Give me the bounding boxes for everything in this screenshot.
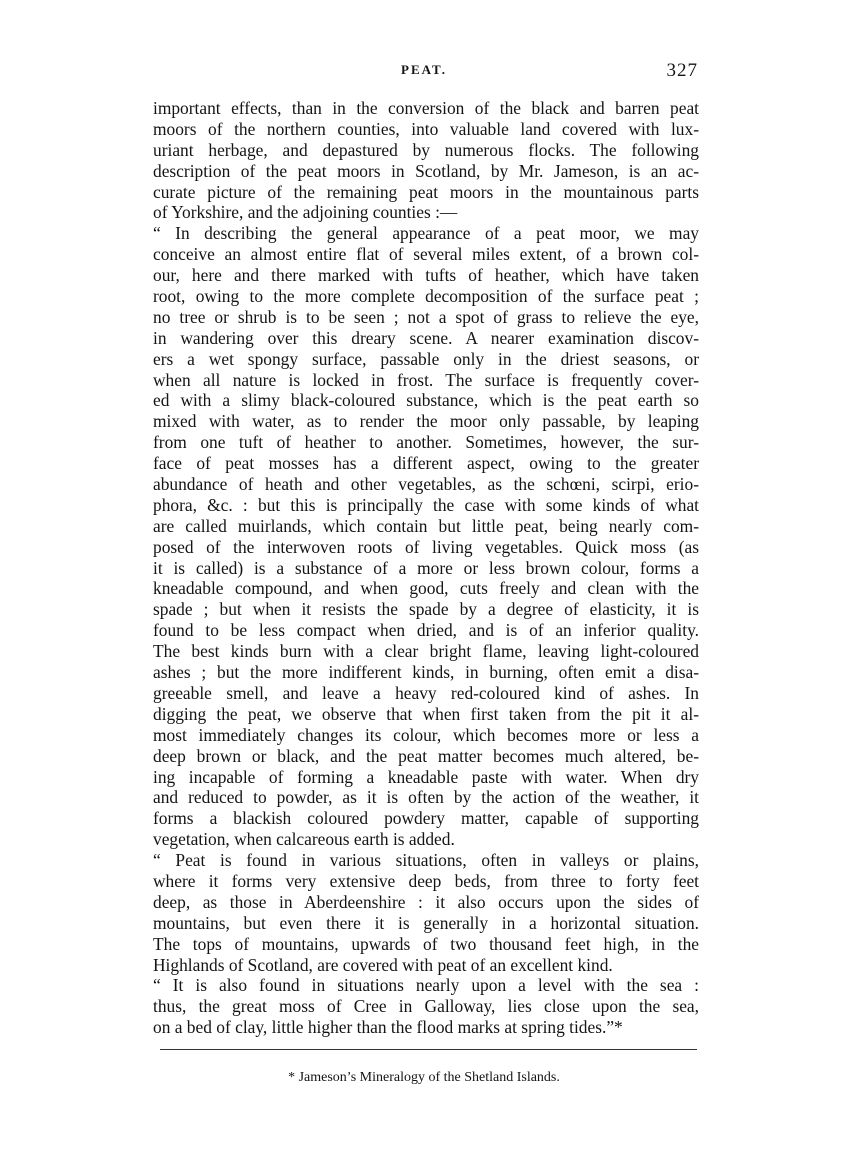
footnote: * Jameson’s Mineralogy of the Shetland Islands. [288,1070,560,1085]
text-line: greeable smell, and leave a heavy red-coloured kind of ashes. In [153,682,699,703]
running-title: PEAT. [401,62,447,77]
text-line: ers a wet spongy surface, passable only in the driest seasons, or [153,348,699,369]
text-line: are called muirlands, which contain but little peat, being nearly com- [153,515,699,536]
text-line: description of the peat moors in Scotland, by Mr. Jameson, is an ac- [153,160,699,181]
text-line: abundance of heath and other vegetables, as the schœni, scirpi, erio- [153,474,699,495]
text-line: in wandering over this dreary scene. A nearer examination discov- [153,327,699,348]
text-line: no tree or shrub is to be seen ; not a spot of grass to relieve the eye, [153,306,699,327]
text-line: on a bed of clay, little higher than the flood marks at spring tides.”* [153,1017,623,1038]
text-line: deep brown or black, and the peat matter becomes much altered, be- [153,745,699,766]
text-line: Highlands of Scotland, are covered with peat of an excellent kind. [153,954,613,975]
text-line: forms a blackish coloured powdery matter, capable of supporting [153,808,699,829]
text-line: found to be less compact when dried, and is of an inferior quality. [153,620,699,641]
text-line: phora, &c. : but this is principally the case with some kinds of what [153,494,699,515]
text-line: thus, the great moss of Cree in Galloway, lies close upon the sea, [153,996,699,1017]
text-line: digging the peat, we observe that when first taken from the pit it al- [153,703,699,724]
text-line: of Yorkshire, and the adjoining counties :— [153,202,458,223]
text-line: root, owing to the more complete decomposition of the surface peat ; [153,286,699,307]
text-line: kneadable compound, and when good, cuts freely and clean with the [153,578,699,599]
text-line: moors of the northern counties, into valuable land covered with lux- [153,118,699,139]
text-line: ed with a slimy black-coloured substance, which is the peat earth so [153,390,699,411]
text-line: ing incapable of forming a kneadable paste with water. When dry [153,766,699,787]
text-line: “ It is also found in situations nearly upon a level with the sea : [153,975,699,996]
text-line: deep, as those in Aberdeenshire : it also occurs upon the sides of [153,891,699,912]
text-line: spade ; but when it resists the spade by a degree of elasticity, it is [153,599,699,620]
text-line: The best kinds burn with a clear bright flame, leaving light-coloured [153,641,699,662]
text-line: important effects, than in the conversion of the black and barren peat [153,98,699,118]
footnote-rule [160,1049,697,1050]
text-line: when all nature is locked in frost. The surface is frequently cover- [153,369,699,390]
text-line: vegetation, when calcareous earth is added. [153,829,455,850]
text-line: most immediately changes its colour, which becomes more or less a [153,724,699,745]
text-line: uriant herbage, and depastured by numerous flocks. The following [153,139,699,160]
text-line: from one tuft of heather to another. Sometimes, however, the sur- [153,432,699,453]
text-line: our, here and there marked with tufts of heather, which have taken [153,265,699,286]
text-line: The tops of mountains, upwards of two thousand feet high, in the [153,933,699,954]
text-line: mountains, but even there it is generally in a horizontal situation. [153,912,699,933]
text-line: face of peat mosses has a different aspect, owing to the greater [153,453,699,474]
text-line: and reduced to powder, as it is often by the action of the weather, it [153,787,699,808]
text-line: mixed with water, as to render the moor only passable, by leaping [153,411,699,432]
text-line: it is called) is a substance of a more or less brown colour, forms a [153,557,699,578]
text-line: posed of the interwoven roots of living vegetables. Quick moss (as [153,536,699,557]
text-line: ashes ; but the more indifferent kinds, in burning, often emit a disa- [153,662,699,683]
text-line: curate picture of the remaining peat moors in the mountainous parts [153,181,699,202]
body-text [153,98,699,1038]
page-number: 327 [666,60,698,81]
text-line: “ Peat is found in various situations, often in valleys or plains, [153,850,699,871]
running-head [150,60,698,86]
text-line: “ In describing the general appearance of a peat moor, we may [153,223,699,244]
text-line: where it forms very extensive deep beds, from three to forty feet [153,870,699,891]
text-line: conceive an almost entire flat of several miles extent, of a brown col- [153,244,699,265]
